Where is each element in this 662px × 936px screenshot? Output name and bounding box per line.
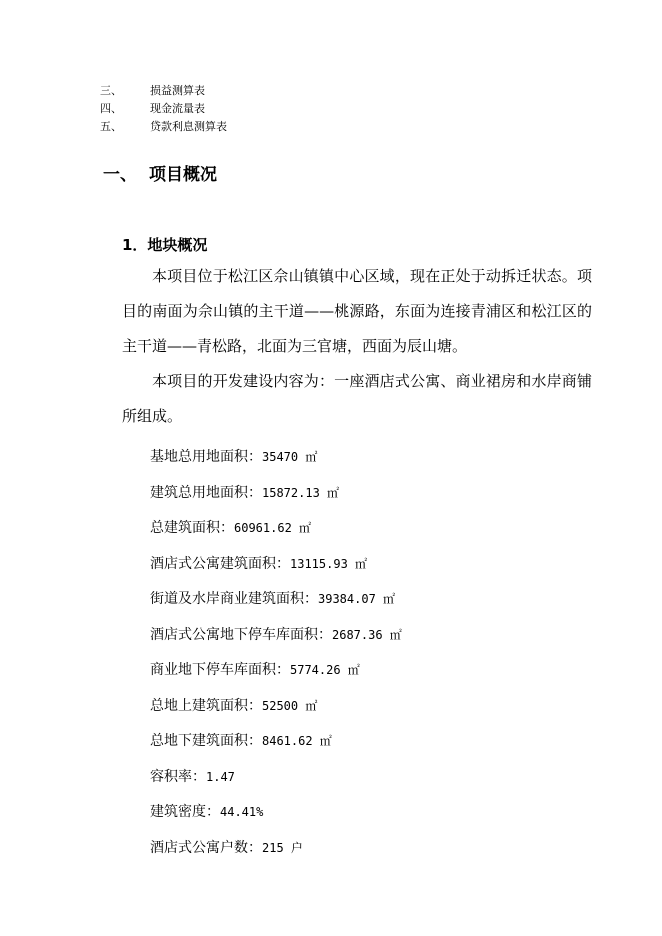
stat-value: 215 户 [262,840,303,855]
section-title: 项目概况 [149,165,217,185]
stat-value: 35470 ㎡ [262,450,318,464]
stat-value: 15872.13 ㎡ [262,485,340,500]
toc-label: 损益测算表 [150,84,205,97]
stat-label: 总建筑面积： [150,520,234,536]
stat-label: 酒店式公寓建筑面积： [150,555,290,572]
stat-label: 总地下建筑面积： [150,733,262,749]
toc-item [100,100,227,118]
section-number: 一、 [103,165,137,185]
stat-label: 总地上建筑面积： [150,697,262,714]
toc-item [100,118,227,136]
stat-line [150,476,402,512]
stat-value: 60961.62 ㎡ [234,521,312,535]
stat-value: 13115.93 ㎡ [290,556,368,571]
stat-label: 酒店式公寓户数： [150,839,262,856]
toc-label: 贷款利息测算表 [150,120,227,133]
stat-line [150,760,402,796]
stat-value: 2687.36 ㎡ [332,627,402,642]
stat-label: 容积率： [150,768,206,785]
stat-line [150,582,402,618]
toc-number: 三、 [100,84,122,97]
stat-value: 5774.26 ㎡ [290,663,360,677]
stat-value: 44.41% [220,805,264,819]
stat-label: 建筑总用地面积： [150,484,262,501]
stat-value: 1.47 [206,769,235,784]
stat-line [150,689,402,725]
stat-label: 酒店式公寓地下停车库面积： [150,626,332,643]
stats-list [150,440,402,866]
stat-value: 39384.07 ㎡ [318,592,396,606]
stat-line [150,831,402,867]
table-of-contents [100,82,227,136]
stat-line [150,511,402,547]
stat-line [150,440,402,476]
toc-item [100,82,227,100]
paragraph-content: 本项目的开发建设内容为：一座酒店式公寓、商业裙房和水岸商铺所组成。 [122,372,592,425]
stat-value: 52500 ㎡ [262,698,318,713]
toc-number: 四、 [100,102,122,115]
stat-line [150,618,402,654]
stat-line [150,795,402,831]
stat-line [150,547,402,583]
stat-label: 基地总用地面积： [150,449,262,465]
stat-label: 街道及水岸商业建筑面积： [150,591,318,607]
subsection-heading: 1．地块概况 [122,236,208,254]
stat-label: 商业地下停车库面积： [150,662,290,678]
toc-label: 现金流量表 [150,102,205,115]
stat-label: 建筑密度： [150,804,220,820]
section-heading [103,160,217,185]
stat-value: 8461.62 ㎡ [262,734,332,748]
stat-line [150,653,402,689]
stat-line [150,724,402,760]
paragraph-location: 本项目位于松江区佘山镇镇中心区域，现在正处于动拆迁状态。项目的南面为佘山镇的主干道——桃源路，东面为连接青浦区和松江区的主干道——青松路，北面为三官塘，西面为辰山塘。 [122,267,592,355]
toc-number: 五、 [100,120,122,133]
